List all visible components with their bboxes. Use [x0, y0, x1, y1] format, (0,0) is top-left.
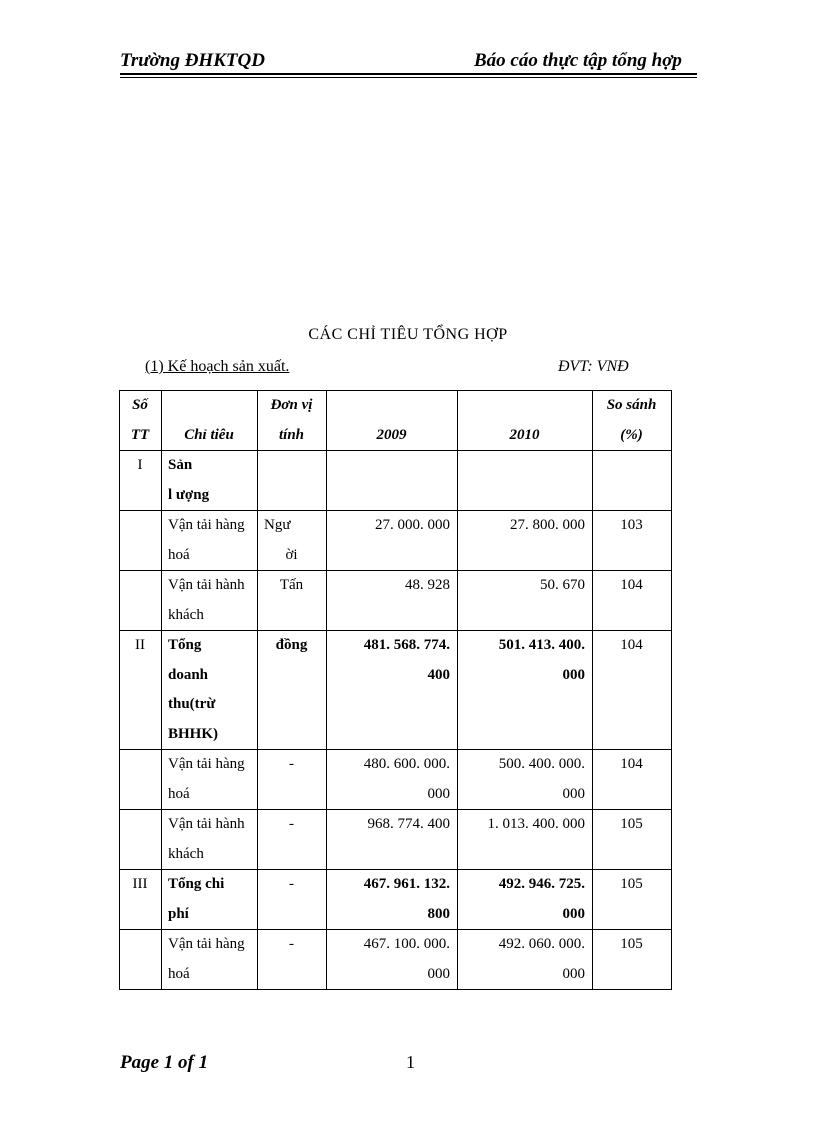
row-compare: 105 [593, 810, 672, 870]
footer-page-number: 1 [406, 1052, 415, 1072]
row-indicator: Vận tải hành khách [162, 810, 258, 870]
row-unit: Tấn [258, 571, 327, 631]
row-indicator: Sản l ượng [162, 451, 258, 511]
header-school: Trường ĐHKTQD [120, 50, 265, 71]
row-2009: 467. 961. 132. 800 [327, 870, 458, 930]
header-stt: Số TT [120, 391, 162, 451]
row-stt [120, 571, 162, 631]
row-stt [120, 511, 162, 571]
footer-page-label: Page 1 of 1 [120, 1052, 209, 1073]
table-row [120, 750, 672, 810]
table-row [120, 870, 672, 930]
row-stt: III [120, 870, 162, 930]
row-stt [120, 810, 162, 870]
row-2009 [327, 451, 458, 511]
row-unit [258, 451, 327, 511]
row-compare: 105 [593, 930, 672, 990]
row-indicator: Vận tải hàng hoá [162, 511, 258, 571]
header-indicator: Chỉ tiêu [162, 391, 258, 451]
row-indicator: Tổng doanh thu(trừ BHHK) [162, 631, 258, 750]
row-unit: đồng [258, 631, 327, 750]
row-2010: 500. 400. 000. 000 [458, 750, 593, 810]
summary-table [119, 390, 672, 990]
row-compare: 104 [593, 750, 672, 810]
row-indicator: Tổng chi phí [162, 870, 258, 930]
table-row [120, 810, 672, 870]
row-indicator: Vận tải hàng hoá [162, 750, 258, 810]
header-divider-thick [120, 73, 697, 75]
table-row [120, 571, 672, 631]
header-2010: 2010 [458, 391, 593, 451]
row-stt: II [120, 631, 162, 750]
row-compare [593, 451, 672, 511]
row-2010: 50. 670 [458, 571, 593, 631]
row-2010: 501. 413. 400. 000 [458, 631, 593, 750]
row-unit: - [258, 870, 327, 930]
row-compare: 104 [593, 571, 672, 631]
row-stt [120, 750, 162, 810]
table-row [120, 511, 672, 571]
row-compare: 103 [593, 511, 672, 571]
page-title: CÁC CHỈ TIÊU TỔNG HỢP [308, 326, 508, 343]
row-compare: 105 [593, 870, 672, 930]
row-2010: 492. 060. 000. 000 [458, 930, 593, 990]
row-2010: 1. 013. 400. 000 [458, 810, 593, 870]
header-unit: Đơn vị tính [258, 391, 327, 451]
table-row [120, 631, 672, 750]
row-2009: 481. 568. 774. 400 [327, 631, 458, 750]
section-heading: (1) Kế hoạch sản xuất. [145, 358, 290, 375]
header-divider-thin [120, 77, 697, 78]
row-unit: Ngư ời [258, 511, 327, 571]
row-2009: 467. 100. 000. 000 [327, 930, 458, 990]
table-row [120, 930, 672, 990]
row-2009: 27. 000. 000 [327, 511, 458, 571]
row-indicator: Vận tải hành khách [162, 571, 258, 631]
row-unit: - [258, 750, 327, 810]
row-stt: I [120, 451, 162, 511]
row-unit: - [258, 930, 327, 990]
row-2010: 27. 800. 000 [458, 511, 593, 571]
row-compare: 104 [593, 631, 672, 750]
table-header-row [120, 391, 672, 451]
header-compare: So sánh (%) [593, 391, 672, 451]
row-2009: 480. 600. 000. 000 [327, 750, 458, 810]
table-row [120, 451, 672, 511]
row-2009: 48. 928 [327, 571, 458, 631]
row-indicator: Vận tải hàng hoá [162, 930, 258, 990]
row-2010: 492. 946. 725. 000 [458, 870, 593, 930]
header-2009: 2009 [327, 391, 458, 451]
row-unit: - [258, 810, 327, 870]
header-report-title: Báo cáo thực tập tổng hợp [474, 50, 682, 71]
currency-unit: ĐVT: VNĐ [558, 358, 629, 375]
row-2009: 968. 774. 400 [327, 810, 458, 870]
row-stt [120, 930, 162, 990]
row-2010 [458, 451, 593, 511]
